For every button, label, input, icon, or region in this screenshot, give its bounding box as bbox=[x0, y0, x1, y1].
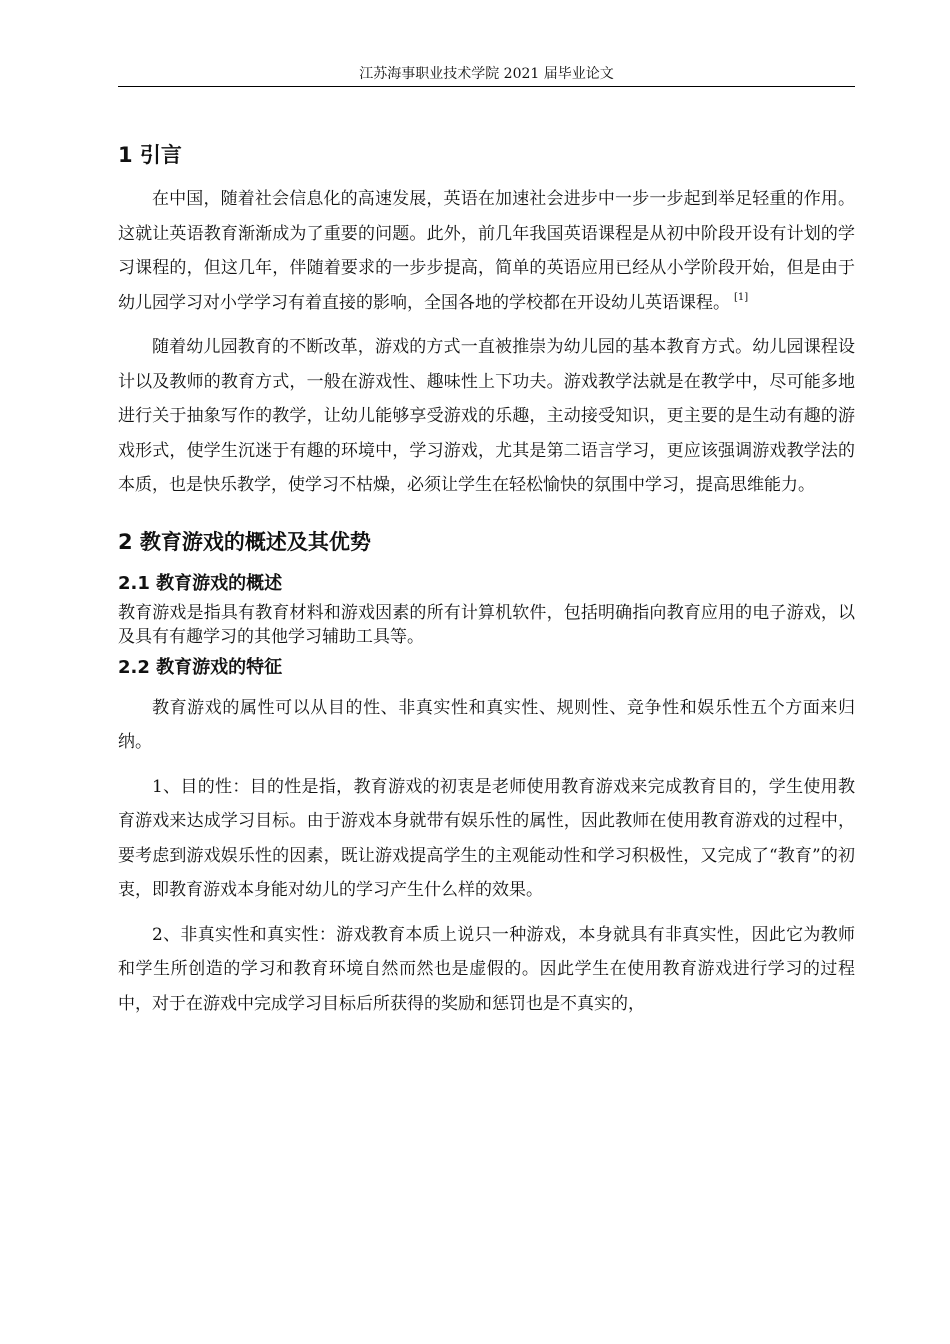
subsection-heading-2-1: 2.1 教育游戏的概述 bbox=[118, 572, 283, 594]
intro-paragraph-1 bbox=[118, 182, 855, 320]
subsection-2-2-paragraph-3: 2、非真实性和真实性：游戏教育本质上说只一种游戏，本身就具有非真实性，因此它为教师和学生所创造的学习和教育环境自然而然也是虚假的。因此学生在使用教育游戏进行学习的过程中，对于在游戏中完成学习目标后所获得的奖励和惩罚也是不真实的， bbox=[118, 924, 855, 1014]
document-body bbox=[118, 130, 855, 1021]
subsection-2-2-paragraph-2: 1、目的性：目的性是指，教育游戏的初衷是老师使用教育游戏来完成教育目的，学生使用教育游戏来达成学习目标。由于游戏本身就带有娱乐性的属性，因此教师在使用教育游戏的过程中，要考虑到游戏娱乐性的因素，既让游戏提高学生的主观能动性和学习积极性，又完成了“教育”的初衷，即教育游戏本身能对幼儿的学习产生什么样的效果。 bbox=[118, 776, 855, 900]
section-heading-2: 2 教育游戏的概述及其优势 bbox=[118, 529, 371, 554]
header-divider bbox=[118, 86, 855, 87]
page-header: 江苏海事职业技术学院 2021 届毕业论文 bbox=[359, 66, 614, 82]
intro-paragraph-2: 随着幼儿园教育的不断改革，游戏的方式一直被推崇为幼儿园的基本教育方式。幼儿园课程设计以及教师的教育方式，一般在游戏性、趣味性上下功夫。游戏教学法就是在教学中，尽可能多地进行关于抽象写作的教学，让幼儿能够享受游戏的乐趣，主动接受知识，更主要的是生动有趣的游戏形式，使学生沉迷于有趣的环境中，学习游戏，尤其是第二语言学习，更应该强调游戏教学法的本质，也是快乐教学，使学习不枯燥，必须让学生在轻松愉快的氛围中学习，提高思维能力。 bbox=[118, 337, 855, 495]
intro-paragraph-1-text: 在中国，随着社会信息化的高速发展，英语在加速社会进步中一步一步起到举足轻重的作用。这就让英语教育渐渐成为了重要的问题。此外，前几年我国英语课程是从初中阶段开设有计划的学习课程的，但这几年，伴随着要求的一步步提高，简单的英语应用已经从小学阶段开始，但是由于幼儿园学习对小学学习有着直接的影响，全国各地的学校都在开设幼儿英语课程。 bbox=[118, 189, 855, 313]
section-heading-intro: 1 引言 bbox=[118, 143, 182, 167]
subsection-heading-2-2: 2.2 教育游戏的特征 bbox=[118, 656, 283, 678]
citation-ref: [1] bbox=[734, 291, 749, 303]
subsection-2-2-paragraph-1: 教育游戏的属性可以从目的性、非真实性和真实性、规则性、竞争性和娱乐性五个方面来归纳。 bbox=[118, 697, 855, 752]
subsection-2-1-paragraph: 教育游戏是指具有教育材料和游戏因素的所有计算机软件，包括明确指向教育应用的电子游戏，以及具有有趣学习的其他学习辅助工具等。 bbox=[118, 602, 855, 647]
